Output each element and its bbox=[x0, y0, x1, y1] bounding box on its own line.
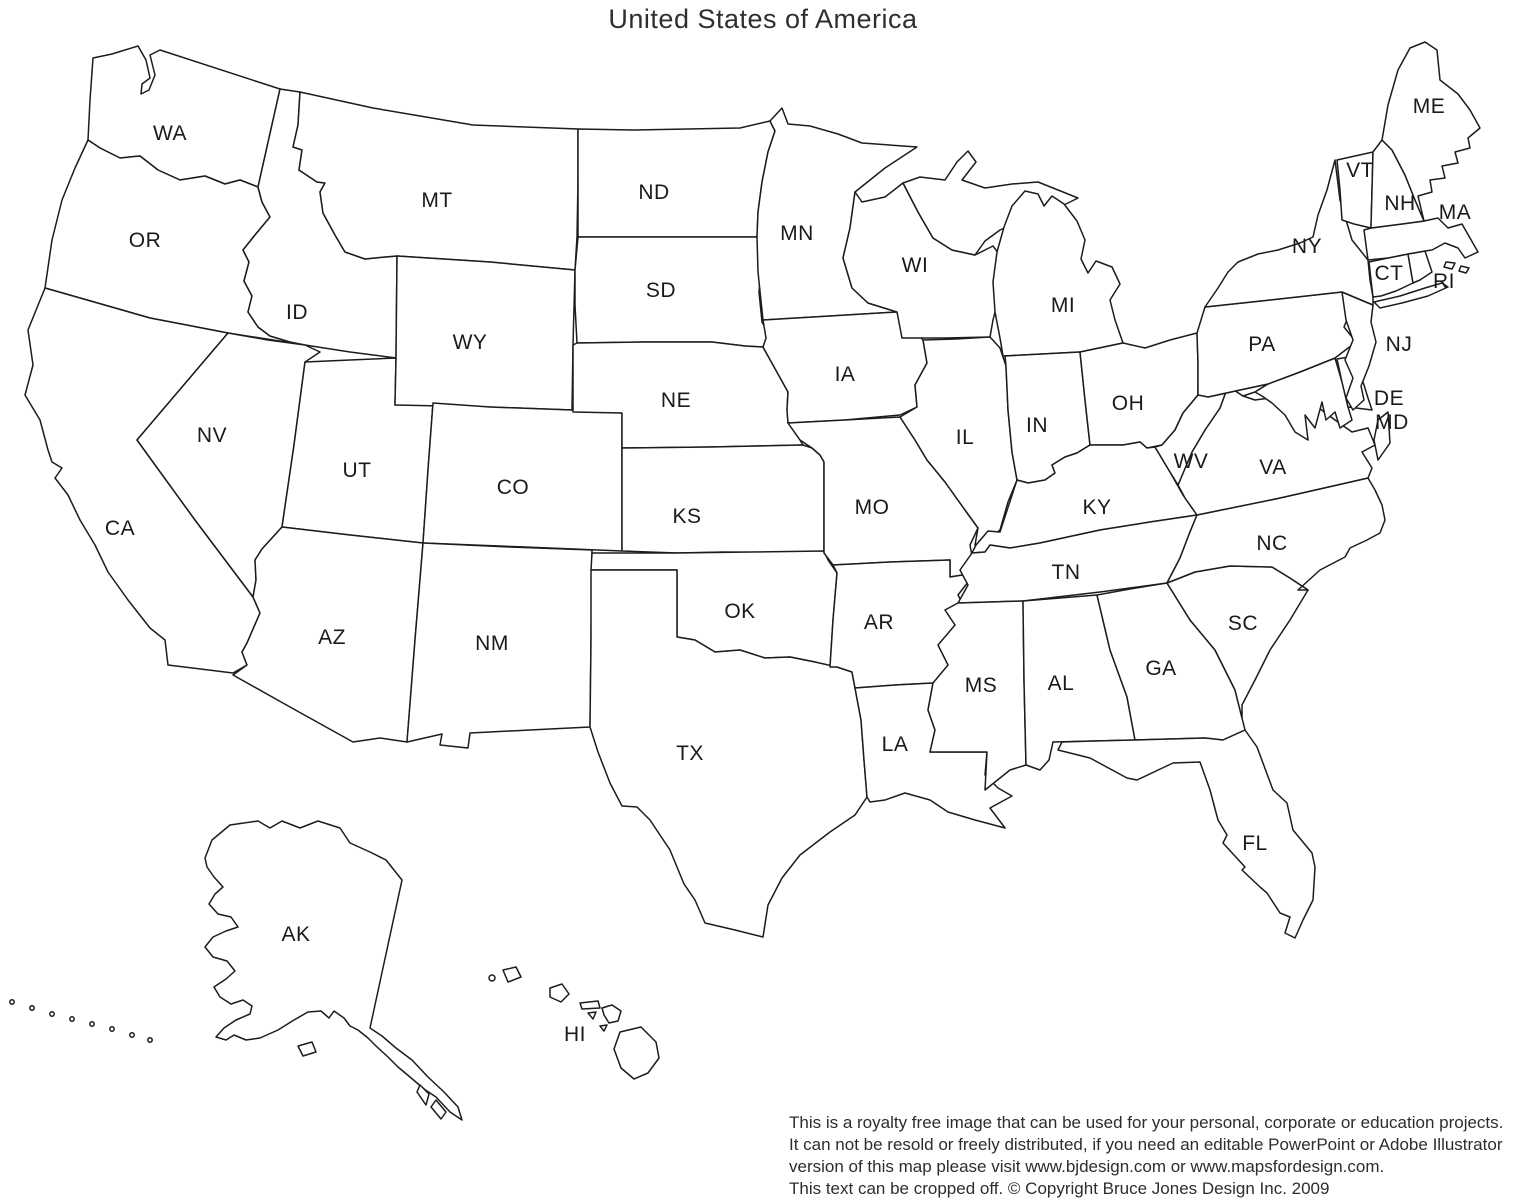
state-label-WY: WY bbox=[452, 331, 488, 354]
state-label-WA: WA bbox=[152, 122, 188, 145]
state-label-ME: ME bbox=[1412, 95, 1446, 118]
state-label-NY: NY bbox=[1291, 235, 1323, 258]
state-label-MD: MD bbox=[1375, 411, 1409, 434]
ak-aleutian-island bbox=[110, 1027, 114, 1031]
state-label-MA: MA bbox=[1438, 201, 1472, 224]
state-label-PA: PA bbox=[1248, 333, 1276, 356]
hi-lanai-island bbox=[588, 1012, 596, 1019]
state-shape-ma-island-1 bbox=[1444, 262, 1455, 269]
state-label-CA: CA bbox=[104, 517, 136, 540]
state-label-WI: WI bbox=[901, 254, 929, 277]
state-label-IN: IN bbox=[1026, 414, 1048, 437]
state-label-MN: MN bbox=[780, 222, 814, 245]
copyright-note bbox=[789, 1112, 1526, 1200]
hi-kahoolawe-island bbox=[600, 1025, 607, 1031]
state-label-IA: IA bbox=[834, 363, 856, 386]
state-shape-ak bbox=[205, 821, 462, 1120]
state-label-HI: HI bbox=[564, 1023, 586, 1046]
ak-aleutian-island bbox=[90, 1022, 94, 1026]
state-label-OR: OR bbox=[128, 229, 162, 252]
state-shape-mi bbox=[993, 191, 1123, 356]
state-label-SD: SD bbox=[645, 279, 677, 302]
state-label-MT: MT bbox=[421, 189, 453, 212]
state-label-MS: MS bbox=[964, 674, 998, 697]
state-label-AL: AL bbox=[1047, 672, 1075, 695]
state-label-ND: ND bbox=[638, 181, 670, 204]
page-title: United States of America bbox=[608, 4, 918, 34]
state-shape-ri bbox=[1408, 251, 1432, 283]
state-label-OK: OK bbox=[724, 600, 756, 623]
state-label-ID: ID bbox=[286, 301, 308, 324]
state-label-NE: NE bbox=[660, 389, 692, 412]
hi-niihau-island bbox=[489, 975, 495, 981]
state-label-IL: IL bbox=[955, 426, 975, 449]
state-shape-ks bbox=[622, 445, 824, 553]
state-label-CO: CO bbox=[496, 476, 530, 499]
state-shape-nd bbox=[578, 121, 775, 237]
state-label-WV: WV bbox=[1173, 450, 1209, 473]
state-label-FL: FL bbox=[1242, 832, 1268, 855]
ak-aleutian-island bbox=[70, 1017, 74, 1021]
state-label-DE: DE bbox=[1373, 387, 1405, 410]
state-shape-ma-island-2 bbox=[1459, 266, 1469, 273]
ak-aleutian-island bbox=[148, 1038, 152, 1042]
state-label-AR: AR bbox=[863, 611, 895, 634]
ak-aleutian-island bbox=[30, 1006, 34, 1010]
state-label-TN: TN bbox=[1051, 561, 1081, 584]
state-shape-fl bbox=[1058, 730, 1315, 938]
state-label-UT: UT bbox=[342, 459, 372, 482]
copyright-line: It can not be resold or freely distributed, if you need an editable PowerPoint or Adobe Illustrator bbox=[789, 1135, 1503, 1154]
state-shape-ak-kodiak-island bbox=[298, 1042, 316, 1056]
state-label-NJ: NJ bbox=[1385, 333, 1413, 356]
state-label-KS: KS bbox=[672, 505, 702, 528]
state-label-MI: MI bbox=[1050, 294, 1076, 317]
copyright-line: This is a royalty free image that can be used for your personal, corporate or education projects. bbox=[789, 1113, 1504, 1132]
state-label-VT: VT bbox=[1346, 159, 1374, 182]
copyright-line: This text can be cropped off. © Copyright Bruce Jones Design Inc. 2009 bbox=[789, 1179, 1330, 1198]
ak-aleutian-island bbox=[10, 1000, 14, 1004]
state-label-TX: TX bbox=[676, 742, 704, 765]
state-label-VA: VA bbox=[1259, 456, 1287, 479]
hi-big-island bbox=[614, 1027, 659, 1079]
state-label-MO: MO bbox=[854, 496, 890, 519]
state-label-RI: RI bbox=[1433, 270, 1455, 293]
state-label-OH: OH bbox=[1111, 392, 1145, 415]
state-label-GA: GA bbox=[1145, 657, 1177, 680]
hi-maui-island bbox=[602, 1005, 621, 1023]
state-label-CT: CT bbox=[1374, 262, 1404, 285]
state-label-AZ: AZ bbox=[318, 626, 346, 649]
state-shapes bbox=[10, 42, 1480, 1120]
state-label-AK: AK bbox=[281, 923, 311, 946]
hi-oahu-island bbox=[550, 984, 569, 1002]
state-label-LA: LA bbox=[881, 733, 909, 756]
copyright-line: version of this map please visit www.bjdesign.com or www.mapsfordesign.com. bbox=[789, 1157, 1385, 1176]
state-label-NC: NC bbox=[1256, 532, 1288, 555]
state-label-NH: NH bbox=[1384, 192, 1416, 215]
ak-aleutian-island bbox=[130, 1033, 134, 1037]
state-label-NM: NM bbox=[475, 632, 509, 655]
state-label-SC: SC bbox=[1227, 612, 1259, 635]
state-label-NV: NV bbox=[196, 424, 228, 447]
hi-molokai-island bbox=[580, 1001, 600, 1009]
ak-aleutian-island bbox=[50, 1012, 54, 1016]
state-label-KY: KY bbox=[1082, 496, 1112, 519]
hi-kauai-island bbox=[503, 967, 521, 982]
